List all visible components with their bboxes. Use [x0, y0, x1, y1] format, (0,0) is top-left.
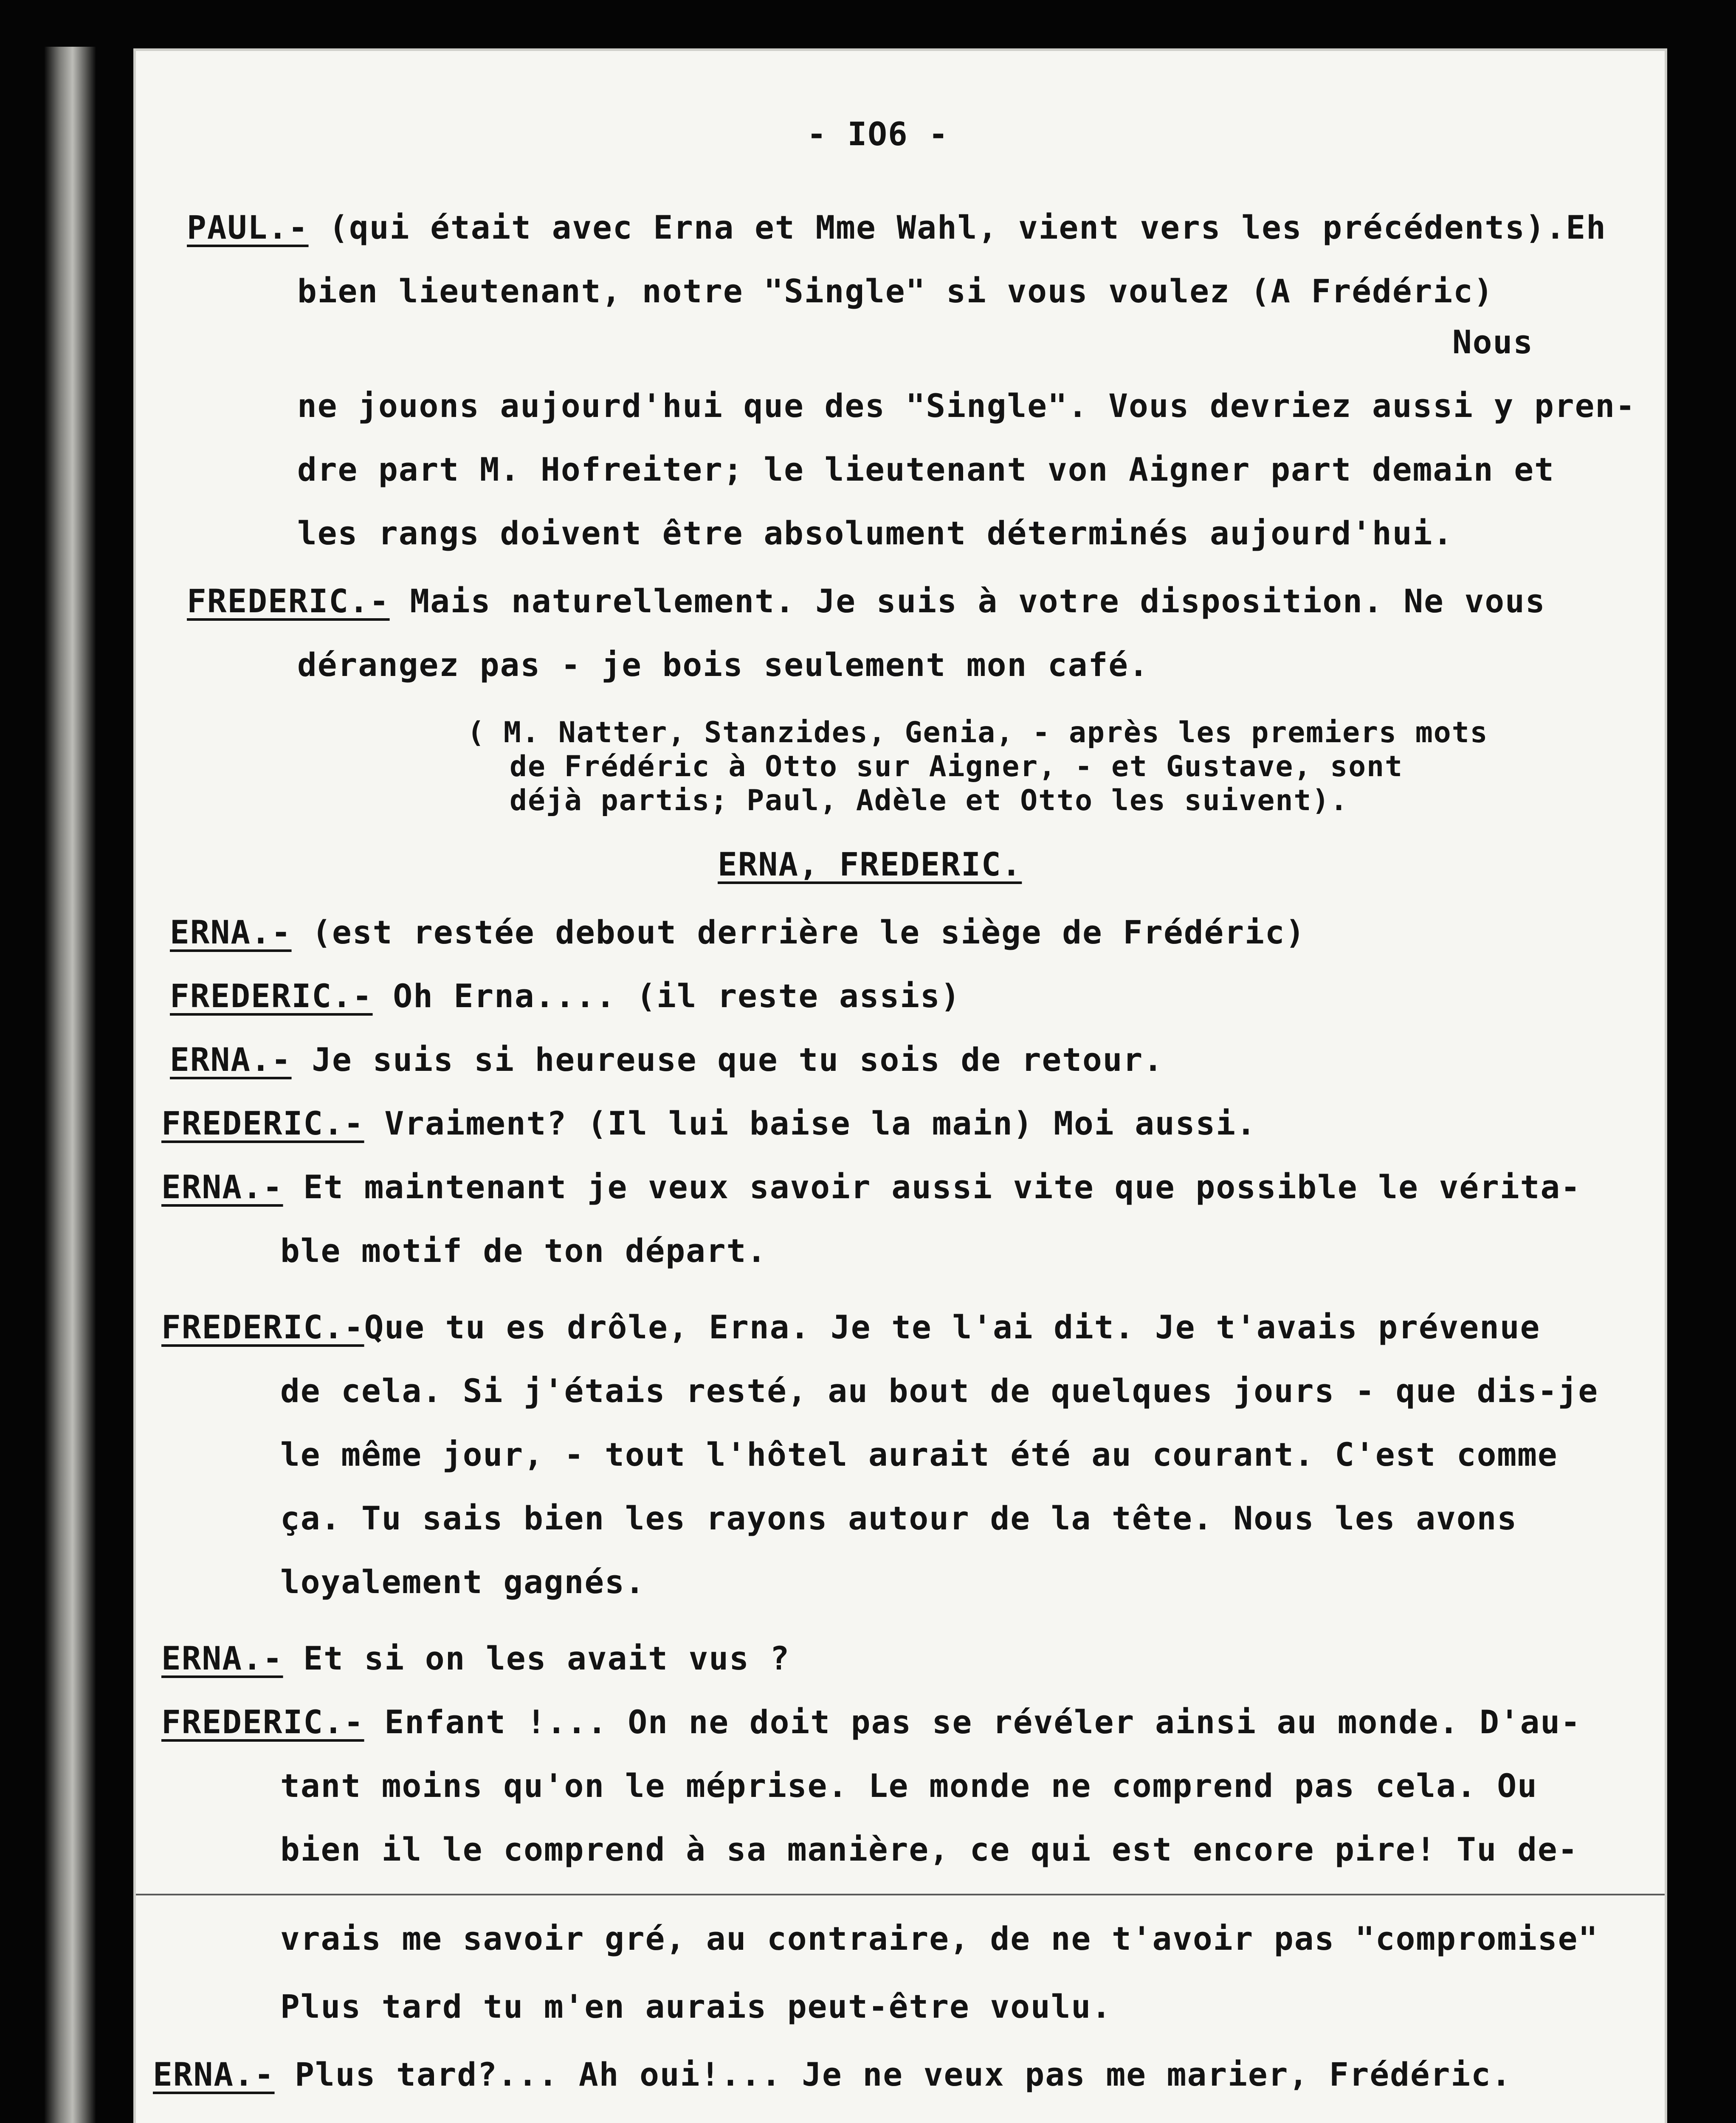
- dialogue-line: Nous: [1452, 323, 1534, 361]
- speaker-name: ERNA.-: [153, 2055, 275, 2093]
- line-text: (qui était avec Erna et Mme Wahl, vient vers les précédents).Eh: [308, 208, 1606, 246]
- dialogue-line: ça. Tu sais bien les rayons autour de la tête. Nous les avons: [280, 1499, 1518, 1537]
- line-text: Plus tard?... Ah oui!... Je ne veux pas me marier, Frédéric.: [274, 2055, 1512, 2093]
- scene-heading: ERNA, FREDERIC.: [718, 845, 1022, 883]
- dialogue-line: dérangez pas - je bois seulement mon café.: [297, 646, 1149, 684]
- dialogue-line: [170, 913, 1305, 952]
- speaker-name: FREDERIC.-: [161, 1308, 364, 1346]
- dialogue-line: tant moins qu'on le méprise. Le monde ne comprend pas cela. Ou: [280, 1767, 1538, 1805]
- dialogue-line: [153, 2055, 1512, 2094]
- line-text: Et maintenant je veux savoir aussi vite que possible le vérita-: [283, 1168, 1581, 1206]
- line-text: Que tu es drôle, Erna. Je te l'ai dit. Je t'avais prévenue: [364, 1308, 1541, 1346]
- speaker-name: ERNA.-: [161, 1168, 283, 1206]
- stage-direction: ( M. Natter, Stanzides, Genia, - après les premiers mots: [467, 716, 1488, 749]
- line-text: Et si on les avait vus ?: [283, 1639, 790, 1677]
- dialogue-line: ble motif de ton départ.: [280, 1232, 767, 1270]
- dialogue-line: [170, 1040, 1164, 1079]
- line-text: Oh Erna.... (il reste assis): [372, 977, 961, 1015]
- dialogue-line: Plus tard tu m'en aurais peut-être voulu.: [280, 1988, 1112, 2025]
- dialogue-line: ne jouons aujourd'hui que des "Single". Vous devriez aussi y pren-: [297, 387, 1636, 425]
- speaker-name: FREDERIC.-: [187, 582, 390, 620]
- dialogue-line: bien il le comprend à sa manière, ce qui est encore pire! Tu de-: [280, 1830, 1578, 1868]
- speaker-name: PAUL.-: [187, 208, 309, 246]
- dialogue-line: [187, 208, 1606, 247]
- dialogue-line: [161, 1104, 1257, 1143]
- line-text: Je suis si heureuse que tu sois de retour.: [291, 1041, 1164, 1078]
- dialogue-line: vrais me savoir gré, au contraire, de ne t'avoir pas "compromise": [280, 1920, 1599, 1957]
- dialogue-line: dre part M. Hofreiter; le lieutenant von Aigner part demain et: [297, 451, 1555, 488]
- line-text: Mais naturellement. Je suis à votre disposition. Ne vous: [389, 582, 1546, 620]
- dialogue-line: [161, 1308, 1540, 1347]
- dialogue-line: [161, 1639, 790, 1678]
- speaker-name: FREDERIC.-: [170, 977, 373, 1015]
- dialogue-line: loyalement gagnés.: [280, 1563, 645, 1601]
- speaker-name: ERNA.-: [170, 1041, 292, 1078]
- stage-direction: de Frédéric à Otto sur Aigner, - et Gustave, sont: [510, 750, 1403, 783]
- speaker-name: ERNA.-: [161, 1639, 283, 1677]
- dialogue-line: [161, 1703, 1581, 1742]
- dialogue-line: les rangs doivent être absolument déterminés aujourd'hui.: [297, 514, 1454, 552]
- line-text: Vraiment? (Il lui baise la main) Moi aussi.: [364, 1104, 1257, 1142]
- fold-crease: [136, 1894, 1665, 1895]
- speaker-name: ERNA.-: [170, 913, 292, 951]
- speaker-name: FREDERIC.-: [161, 1703, 364, 1741]
- line-text: (est restée debout derrière le siège de Frédéric): [291, 913, 1306, 951]
- speaker-name: FREDERIC.-: [161, 1104, 364, 1142]
- dialogue-line: [161, 1168, 1581, 1207]
- stage-direction: déjà partis; Paul, Adèle et Otto les suivent).: [510, 784, 1349, 817]
- dialogue-line: de cela. Si j'étais resté, au bout de quelques jours - que dis-je: [280, 1372, 1599, 1410]
- typewritten-page: [136, 51, 1665, 2123]
- page-number: - IO6 -: [807, 115, 949, 153]
- dialogue-line: [170, 977, 961, 1016]
- dialogue-line: [187, 582, 1546, 621]
- dialogue-line: bien lieutenant, notre "Single" si vous voulez (A Frédéric): [297, 272, 1494, 310]
- binding-edge: [45, 47, 96, 2123]
- line-text: Enfant !... On ne doit pas se révéler ainsi au monde. D'au-: [364, 1703, 1581, 1741]
- dialogue-line: le même jour, - tout l'hôtel aurait été au courant. C'est comme: [280, 1436, 1558, 1473]
